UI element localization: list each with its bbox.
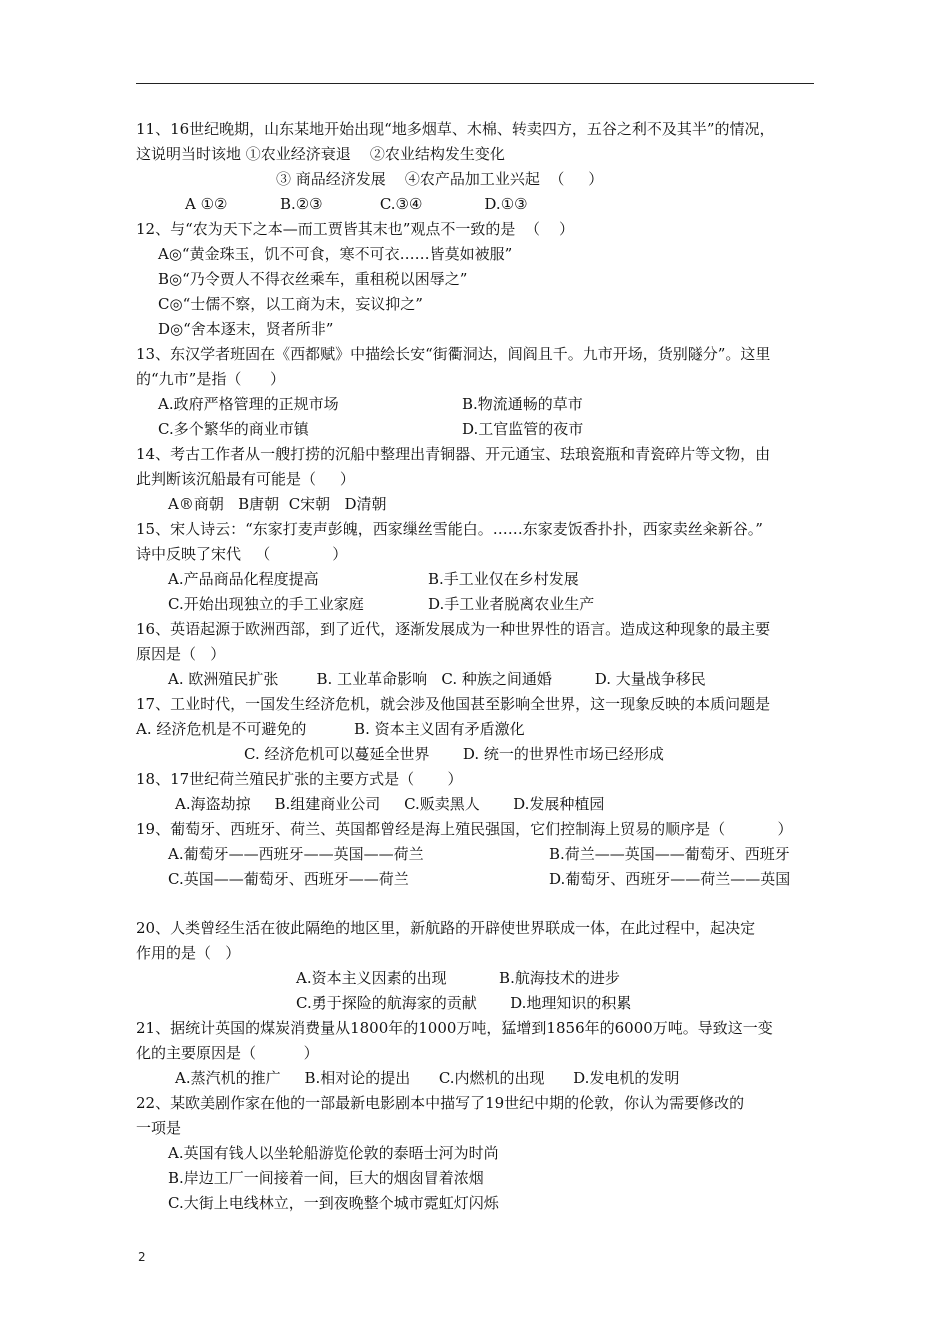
header-rule xyxy=(136,83,814,84)
text-line: C.英国——葡萄牙、西班牙——荷兰 xyxy=(168,870,409,888)
text-line: 15、宋人诗云：“东家打麦声彭魄，西家缫丝雪能白。……东家麦饭香扑扑，西家卖丝籴新谷。” xyxy=(136,520,763,538)
text-line: B.手工业仅在乡村发展 xyxy=(428,570,579,588)
text-line: A.海盗劫掠 B.组建商业公司 C.贩卖黑人 D.发展种植园 xyxy=(175,795,605,813)
text-line: A ①② B.②③ C.③④ D.①③ xyxy=(185,195,528,213)
text-line: B.物流通畅的草市 xyxy=(462,395,583,413)
text-line: 诗中反映了宋代 （ ） xyxy=(136,545,348,563)
text-line: D◎“舍本逐末，贤者所非” xyxy=(158,320,334,338)
text-line: C◎“士儒不察，以工商为末，妄议抑之” xyxy=(158,295,423,313)
text-line: B◎“乃令贾人不得衣丝乘车，重租税以困辱之” xyxy=(158,270,468,288)
text-line: B.荷兰——英国——葡萄牙、西班牙 xyxy=(549,845,790,863)
text-line: D.工官监管的夜市 xyxy=(462,420,584,438)
text-line: D.葡萄牙、西班牙——荷兰——英国 xyxy=(549,870,791,888)
text-line: A◎“黄金珠玉，饥不可食，寒不可衣……皆莫如被服” xyxy=(158,245,513,263)
text-line: 16、英语起源于欧洲西部，到了近代，逐渐发展成为一种世界性的语言。造成这种现象的最主要 xyxy=(136,620,771,638)
page-number: 2 xyxy=(138,1250,146,1264)
text-line: C.大街上电线林立，一到夜晚整个城市霓虹灯闪烁 xyxy=(168,1194,499,1212)
text-line: 19、葡萄牙、西班牙、荷兰、英国都曾经是海上殖民强国，它们控制海上贸易的顺序是（ ） xyxy=(136,820,793,838)
text-line: A. 经济危机是不可避免的 B. 资本主义固有矛盾激化 xyxy=(136,720,525,738)
text-line: C.开始出现独立的手工业家庭 xyxy=(168,595,364,613)
text-line: 此判断该沉船最有可能是（ ） xyxy=(136,470,355,488)
text-line: 一项是 xyxy=(136,1119,182,1137)
text-line: C. 经济危机可以蔓延全世界 D. 统一的世界性市场已经形成 xyxy=(244,745,664,763)
text-line: ③ 商品经济发展 ④农产品加工业兴起 （ ） xyxy=(276,170,604,188)
text-line: 17、工业时代，一国发生经济危机，就会涉及他国甚至影响全世界，这一现象反映的本质问题是 xyxy=(136,695,771,713)
text-line: 11、16世纪晚期，山东某地开始出现“地多烟草、木棉、转卖四方，五谷之利不及其半”的情况， xyxy=(136,120,775,138)
text-line: C.多个繁华的商业市镇 xyxy=(158,420,309,438)
text-line: C.勇于探险的航海家的贡献 D.地理知识的积累 xyxy=(296,994,632,1012)
text-line: 作用的是（ ） xyxy=(136,944,241,962)
text-line: 12、与“农为天下之本—而工贾皆其末也”观点不一致的是 （ ） xyxy=(136,220,575,238)
text-line: A.英国有钱人以坐轮船游览伦敦的泰晤士河为时尚 xyxy=(168,1144,499,1162)
text-line: 的“九市”是指（ ） xyxy=(136,370,285,388)
text-line: A®商朝 B唐朝 C宋朝 D清朝 xyxy=(168,495,387,513)
text-line: A.资本主义因素的出现 B.航海技术的进步 xyxy=(296,969,620,987)
text-line: 22、某欧美剧作家在他的一部最新电影剧本中描写了19世纪中期的伦敦，你认为需要修改的 xyxy=(136,1094,745,1112)
text-line: A.产品商品化程度提高 xyxy=(168,570,319,588)
text-line: 18、17世纪荷兰殖民扩张的主要方式是（ ） xyxy=(136,770,463,788)
text-line: 14、考古工作者从一艘打捞的沉船中整理出青铜器、开元通宝、珐琅瓷瓶和青瓷碎片等文物，由 xyxy=(136,445,771,463)
text-line: 原因是（ ） xyxy=(136,645,226,663)
text-line: 13、东汉学者班固在《西都赋》中描绘长安“街衢洞达，闾阎且千。九市开场，货别隧分”。这里 xyxy=(136,345,771,363)
text-line: A. 欧洲殖民扩张 B. 工业革命影响 C. 种族之间通婚 D. 大量战争移民 xyxy=(168,670,706,688)
text-line: A.蒸汽机的推广 B.相对论的提出 C.内燃机的出现 D.发电机的发明 xyxy=(175,1069,680,1087)
text-line: 化的主要原因是（ ） xyxy=(136,1044,319,1062)
text-line: D.手工业者脱离农业生产 xyxy=(428,595,595,613)
text-line: A.葡萄牙——西班牙——英国——荷兰 xyxy=(168,845,424,863)
text-line: 20、人类曾经生活在彼此隔绝的地区里，新航路的开辟使世界联成一体，在此过程中，起决定 xyxy=(136,919,756,937)
text-line: 这说明当时该地 ①农业经济衰退 ②农业结构发生变化 xyxy=(136,145,505,163)
text-line: B.岸边工厂一间接着一间，巨大的烟囱冒着浓烟 xyxy=(168,1169,484,1187)
text-line: 21、据统计英国的煤炭消费量从1800年的1000万吨，猛增到1856年的6000万吨。导致这一变 xyxy=(136,1019,773,1037)
text-line: A.政府严格管理的正规市场 xyxy=(158,395,339,413)
